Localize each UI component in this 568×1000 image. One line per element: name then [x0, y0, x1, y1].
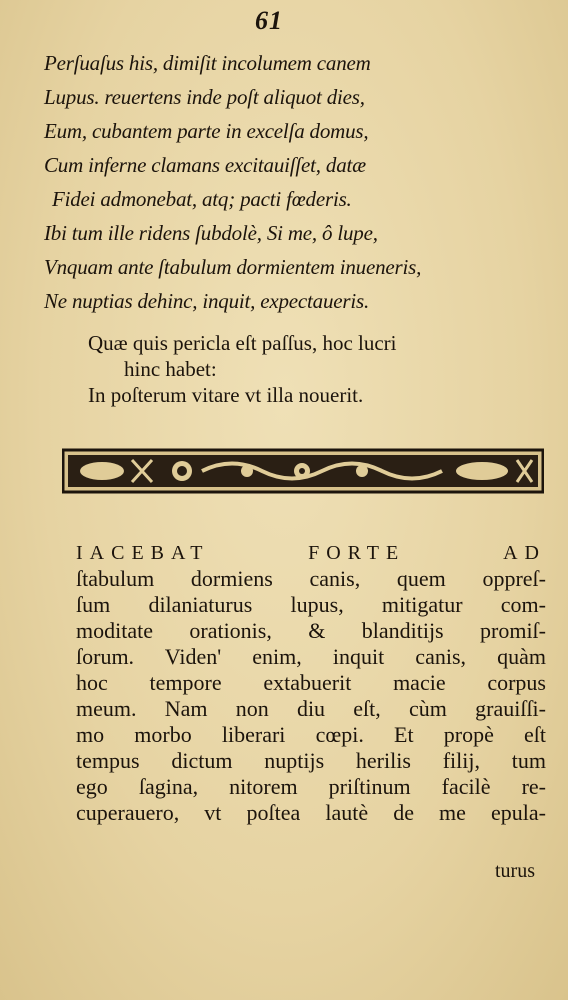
page-number: 61: [255, 6, 283, 35]
verse-line: Vnquam ante ſtabulum dormientem inueneris,: [44, 255, 422, 279]
moral-line: In poſterum vitare vt illa nouerit.: [88, 383, 364, 407]
verse-line: Ne nuptias dehinc, inquit, expectaueris.: [44, 289, 370, 313]
verse-line: Cum inferne clamans excitauiſſet, datæ: [44, 153, 366, 177]
verse-line: Eum, cubantem parte in excelſa domus,: [44, 119, 369, 143]
verse-line: Fidei admonebat, atq; pacti fœderis.: [52, 187, 352, 211]
verse-line: Perſuaſus his, dimiſit incolumem canem: [44, 51, 371, 75]
prose-line: hoc tempore extabuerit macie corpus: [76, 670, 546, 695]
prose-line: tempus dictum nuptijs herilis filij, tum: [76, 748, 546, 773]
verse-line: Lupus. reuertens inde poſt aliquot dies,: [44, 85, 365, 109]
moral-block: [88, 330, 528, 408]
prose-line: ego ſagina, nitorem priſtinum facilè re-: [76, 774, 546, 799]
verse-line: Ibi tum ille ridens ſubdolè, Si me, ô lupe,: [44, 221, 378, 245]
prose-line: mo morbo liberari cœpi. Et propè eſt: [76, 722, 546, 747]
moral-line: Quæ quis pericla eſt paſſus, hoc lucri: [88, 331, 397, 355]
prose-line: moditate orationis, & blanditijs promiſ-: [76, 618, 546, 643]
prose-line: ſorum. Viden' enim, inquit canis, quàm: [76, 644, 546, 669]
prose-line: meum. Nam non diu eſt, cùm grauiſſi-: [76, 696, 546, 721]
prose-line: ſtabulum dormiens canis, quem oppreſ-: [76, 566, 546, 591]
moral-line: hinc habet:: [124, 357, 217, 381]
prose-line: ſum dilaniaturus lupus, mitigatur com-: [76, 592, 546, 617]
prose-line: IACEBAT FORTE AD: [76, 542, 546, 564]
prose-line: cuperauero, vt poſtea lautè de me epula-: [76, 800, 546, 825]
verse-block: [44, 46, 544, 318]
catchword: turus: [495, 860, 535, 882]
prose-block: [76, 540, 546, 826]
woodcut-ornament-band: [62, 448, 544, 494]
